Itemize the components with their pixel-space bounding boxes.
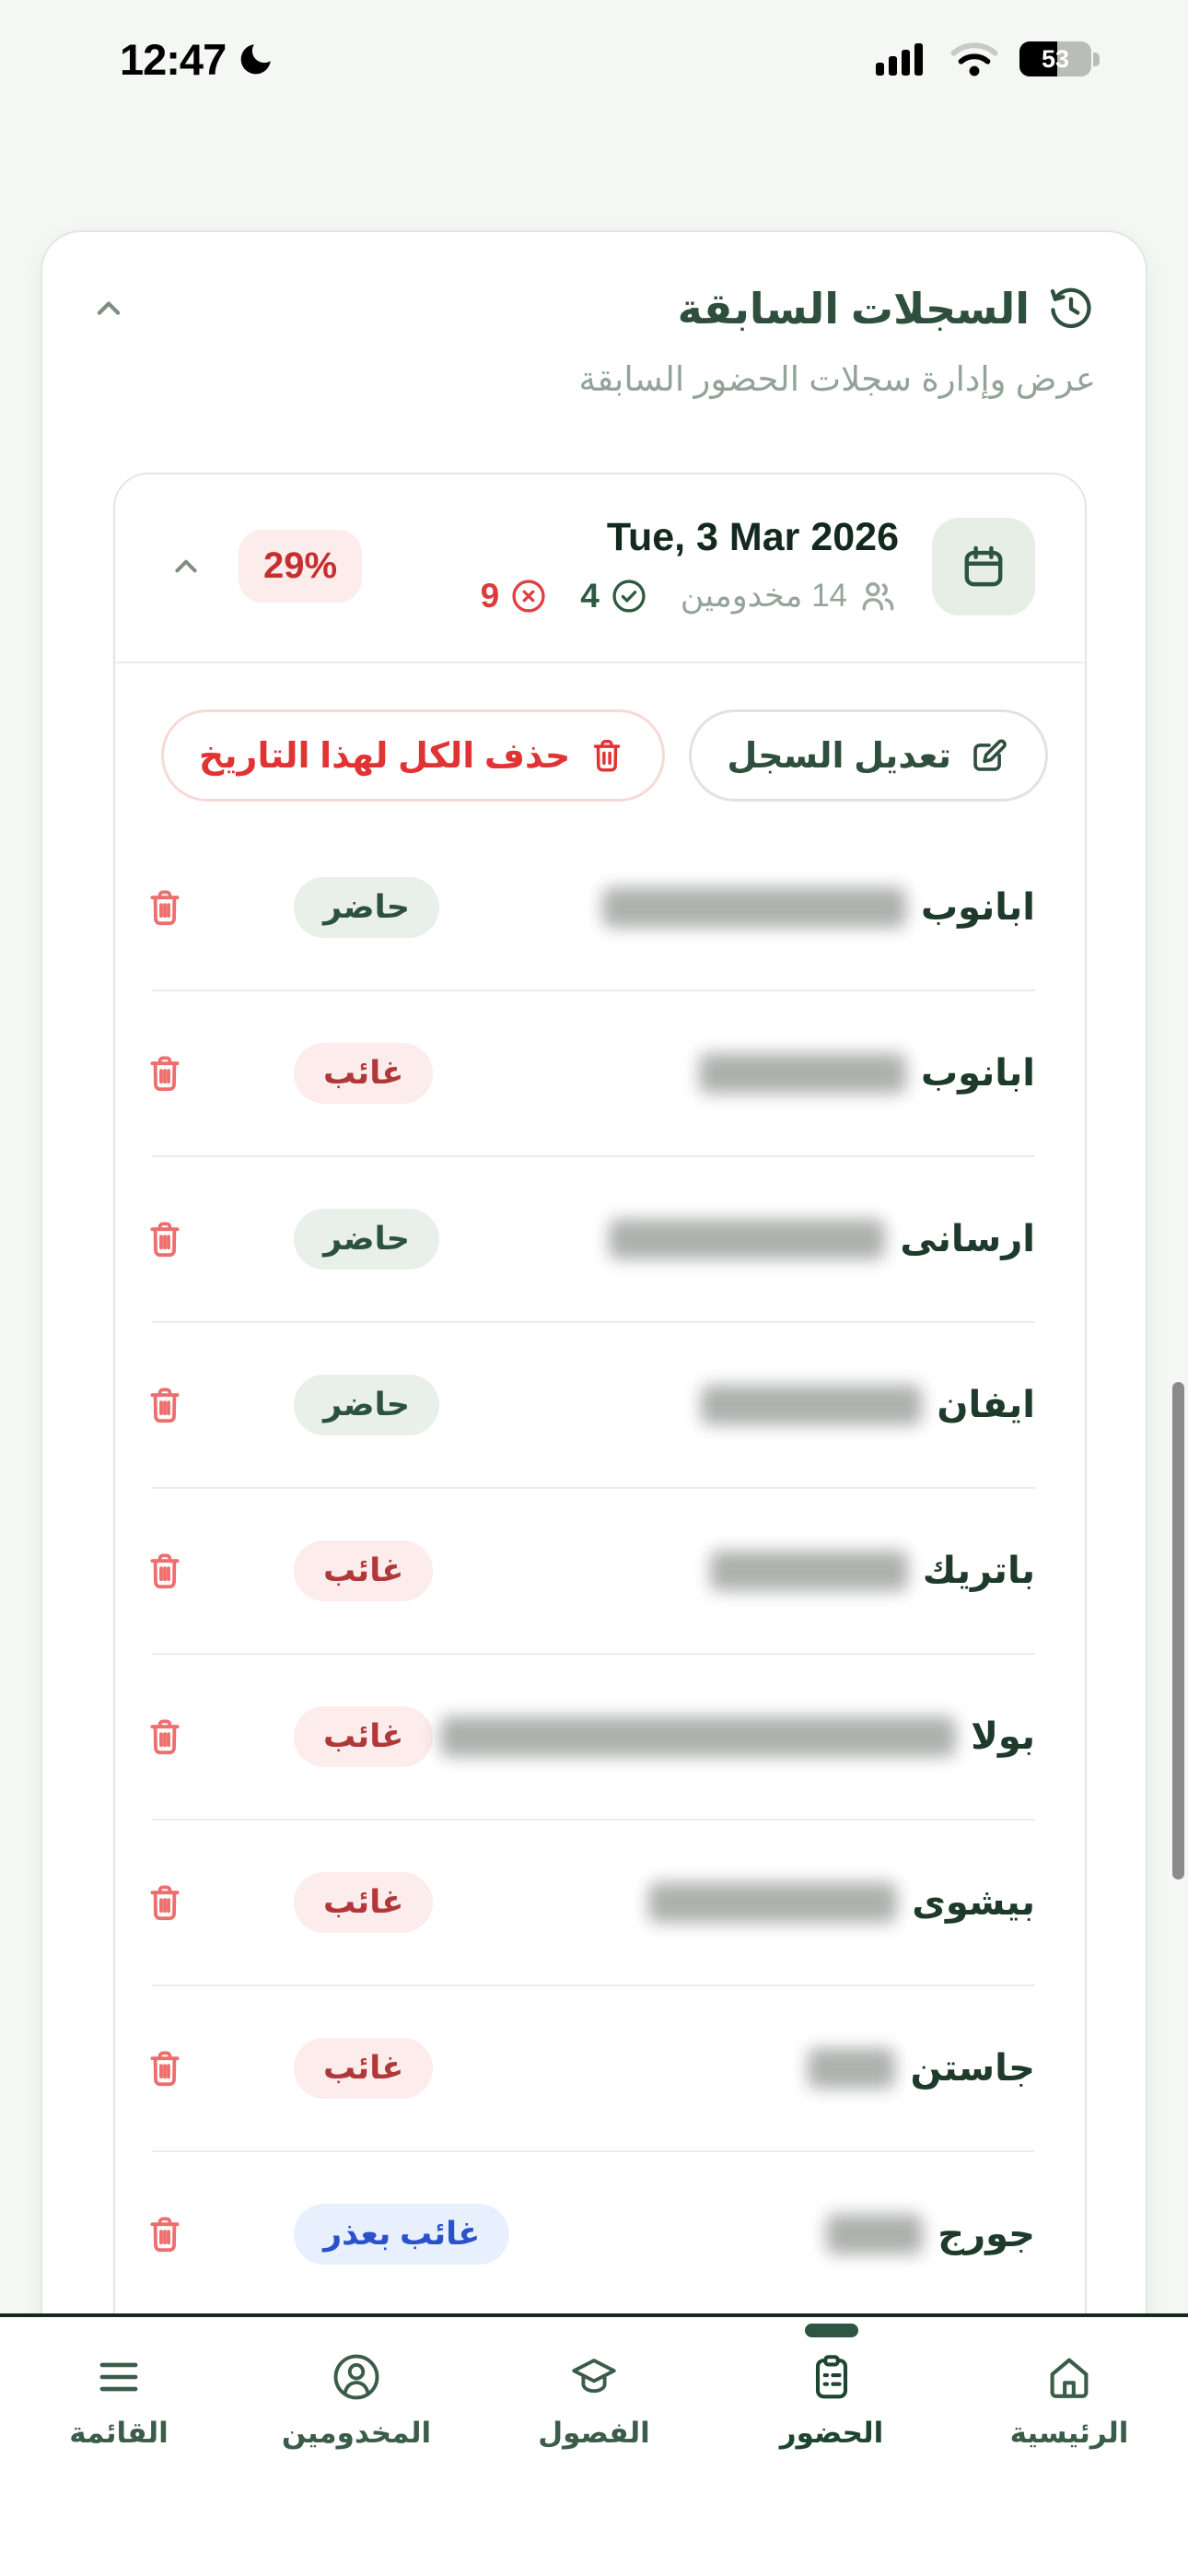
record-card — [113, 473, 1087, 2360]
nav-item-person-circle[interactable] — [238, 2350, 475, 2450]
delete-record-trash-icon[interactable] — [143, 1712, 187, 1762]
previous-records-panel — [41, 230, 1147, 2359]
attendance-row — [115, 1157, 1085, 1321]
attendance-row — [115, 991, 1085, 1155]
absent-count: 9 — [480, 577, 500, 615]
member-first-name: بولا — [971, 1716, 1035, 1757]
record-date-group — [481, 515, 899, 617]
status-badge: غائب بعذر — [294, 2204, 509, 2265]
member-name — [433, 1715, 1035, 1758]
nav-item-label: الحضور — [779, 2417, 884, 2449]
status-bar — [0, 20, 1188, 98]
nav-item-label: المخدومين — [281, 2417, 432, 2449]
attendance-list — [115, 825, 1085, 2318]
delete-record-trash-icon[interactable] — [143, 1878, 187, 1927]
nav-item-clipboard[interactable] — [713, 2350, 950, 2450]
delete-record-trash-icon[interactable] — [143, 1214, 187, 1264]
scrollbar[interactable] — [1172, 1382, 1184, 1879]
nav-item-home[interactable] — [950, 2350, 1188, 2450]
member-name-redacted — [808, 2048, 895, 2089]
delete-record-trash-icon[interactable] — [143, 2209, 187, 2259]
member-name — [509, 2213, 1035, 2255]
edit-pencil-icon — [968, 734, 1010, 777]
history-clock-icon — [1046, 284, 1096, 334]
attendance-row — [115, 1489, 1085, 1653]
delete-record-trash-icon[interactable] — [143, 1546, 187, 1596]
calendar-icon[interactable] — [932, 518, 1035, 615]
member-name-redacted — [699, 1053, 906, 1094]
clock-text: 12:47 — [120, 34, 227, 84]
status-badge: غائب — [294, 1872, 433, 1933]
bottom-nav — [0, 2313, 1188, 2576]
delete-record-trash-icon[interactable] — [143, 1380, 187, 1430]
status-badge: حاضر — [294, 1375, 439, 1435]
member-name — [433, 2047, 1035, 2090]
status-badge: غائب — [294, 1706, 433, 1767]
nav-item-label: الفصول — [538, 2417, 650, 2449]
member-first-name: بيشوى — [912, 1882, 1035, 1923]
attendance-percent-badge: 29% — [239, 530, 362, 603]
member-first-name: ابانوب — [920, 887, 1035, 928]
status-badge: حاضر — [294, 1209, 439, 1270]
member-first-name: ابانوب — [920, 1053, 1035, 1094]
status-badge: غائب — [294, 1540, 433, 1601]
member-name-redacted — [609, 1219, 885, 1259]
check-circle-icon — [609, 576, 649, 616]
member-name — [439, 1384, 1035, 1426]
trash-icon — [587, 735, 627, 776]
delete-all-date-label: حذف الكل لهذا التاريخ — [198, 736, 571, 776]
status-time — [120, 34, 275, 85]
attendance-row — [115, 2152, 1085, 2316]
member-name-redacted — [648, 1882, 897, 1923]
record-actions — [115, 663, 1085, 802]
panel-header — [42, 232, 1146, 399]
member-name — [439, 1218, 1035, 1260]
person-circle-icon — [330, 2350, 383, 2404]
people-icon — [856, 575, 899, 617]
status-indicators — [874, 40, 1100, 78]
member-name — [433, 1550, 1035, 1592]
panel-subtitle: عرض وإدارة سجلات الحضور السابقة — [578, 360, 1096, 398]
member-name — [433, 1881, 1035, 1924]
nav-item-graduation-cap[interactable] — [475, 2350, 713, 2450]
member-name — [433, 1052, 1035, 1095]
attendance-row — [115, 1986, 1085, 2150]
delete-all-date-button[interactable] — [161, 709, 665, 802]
panel-title-group — [678, 284, 1096, 334]
attendance-row — [115, 1821, 1085, 1985]
nav-item-label: القائمة — [69, 2417, 169, 2449]
active-tab-indicator — [805, 2324, 858, 2337]
panel-title: السجلات السابقة — [677, 285, 1030, 333]
total-members-label: 14 مخدومين — [680, 578, 847, 614]
moon-icon — [237, 40, 275, 78]
member-first-name: جورج — [938, 2214, 1035, 2254]
home-icon — [1042, 2350, 1096, 2404]
wifi-icon — [949, 40, 999, 78]
record-date: Tue, 3 Mar 2026 — [606, 515, 899, 559]
member-name-redacted — [440, 1716, 956, 1757]
total-members-stat — [681, 575, 899, 617]
collapse-record-chevron-up-icon[interactable] — [167, 547, 205, 586]
record-card-header[interactable] — [115, 474, 1085, 617]
graduation-cap-icon — [567, 2350, 621, 2404]
record-stats — [481, 575, 899, 617]
member-first-name: باتريك — [922, 1551, 1035, 1591]
clipboard-icon — [805, 2350, 858, 2404]
present-count: 4 — [580, 577, 600, 615]
member-name-redacted — [701, 1385, 922, 1425]
member-name-redacted — [602, 887, 906, 928]
member-first-name: جاستن — [910, 2048, 1035, 2089]
delete-record-trash-icon[interactable] — [143, 883, 187, 932]
attendance-row — [115, 1655, 1085, 1819]
attendance-row — [115, 1323, 1085, 1487]
menu-icon — [92, 2350, 146, 2404]
edit-record-label: تعديل السجل — [727, 736, 951, 776]
cellular-signal-icon — [874, 41, 929, 77]
member-first-name: ايفان — [937, 1385, 1035, 1425]
battery-percent-text: 53 — [1041, 44, 1070, 73]
collapse-section-chevron-up-icon[interactable] — [88, 288, 129, 329]
absent-count-stat — [481, 576, 550, 616]
status-badge: حاضر — [294, 877, 439, 938]
member-name-redacted — [710, 1551, 908, 1591]
present-count-stat — [580, 576, 649, 616]
member-name-redacted — [826, 2214, 923, 2254]
x-circle-icon — [508, 576, 549, 616]
delete-record-trash-icon[interactable] — [143, 2043, 187, 2093]
nav-item-label: الرئيسية — [1009, 2417, 1129, 2449]
battery-icon — [1019, 41, 1100, 76]
member-name — [439, 886, 1035, 929]
nav-item-menu[interactable] — [0, 2350, 238, 2450]
edit-record-button[interactable] — [689, 709, 1048, 802]
status-badge: غائب — [294, 2038, 433, 2099]
status-badge: غائب — [294, 1043, 433, 1104]
member-first-name: ارسانى — [900, 1219, 1035, 1259]
attendance-row — [115, 825, 1085, 989]
delete-record-trash-icon[interactable] — [143, 1048, 187, 1098]
